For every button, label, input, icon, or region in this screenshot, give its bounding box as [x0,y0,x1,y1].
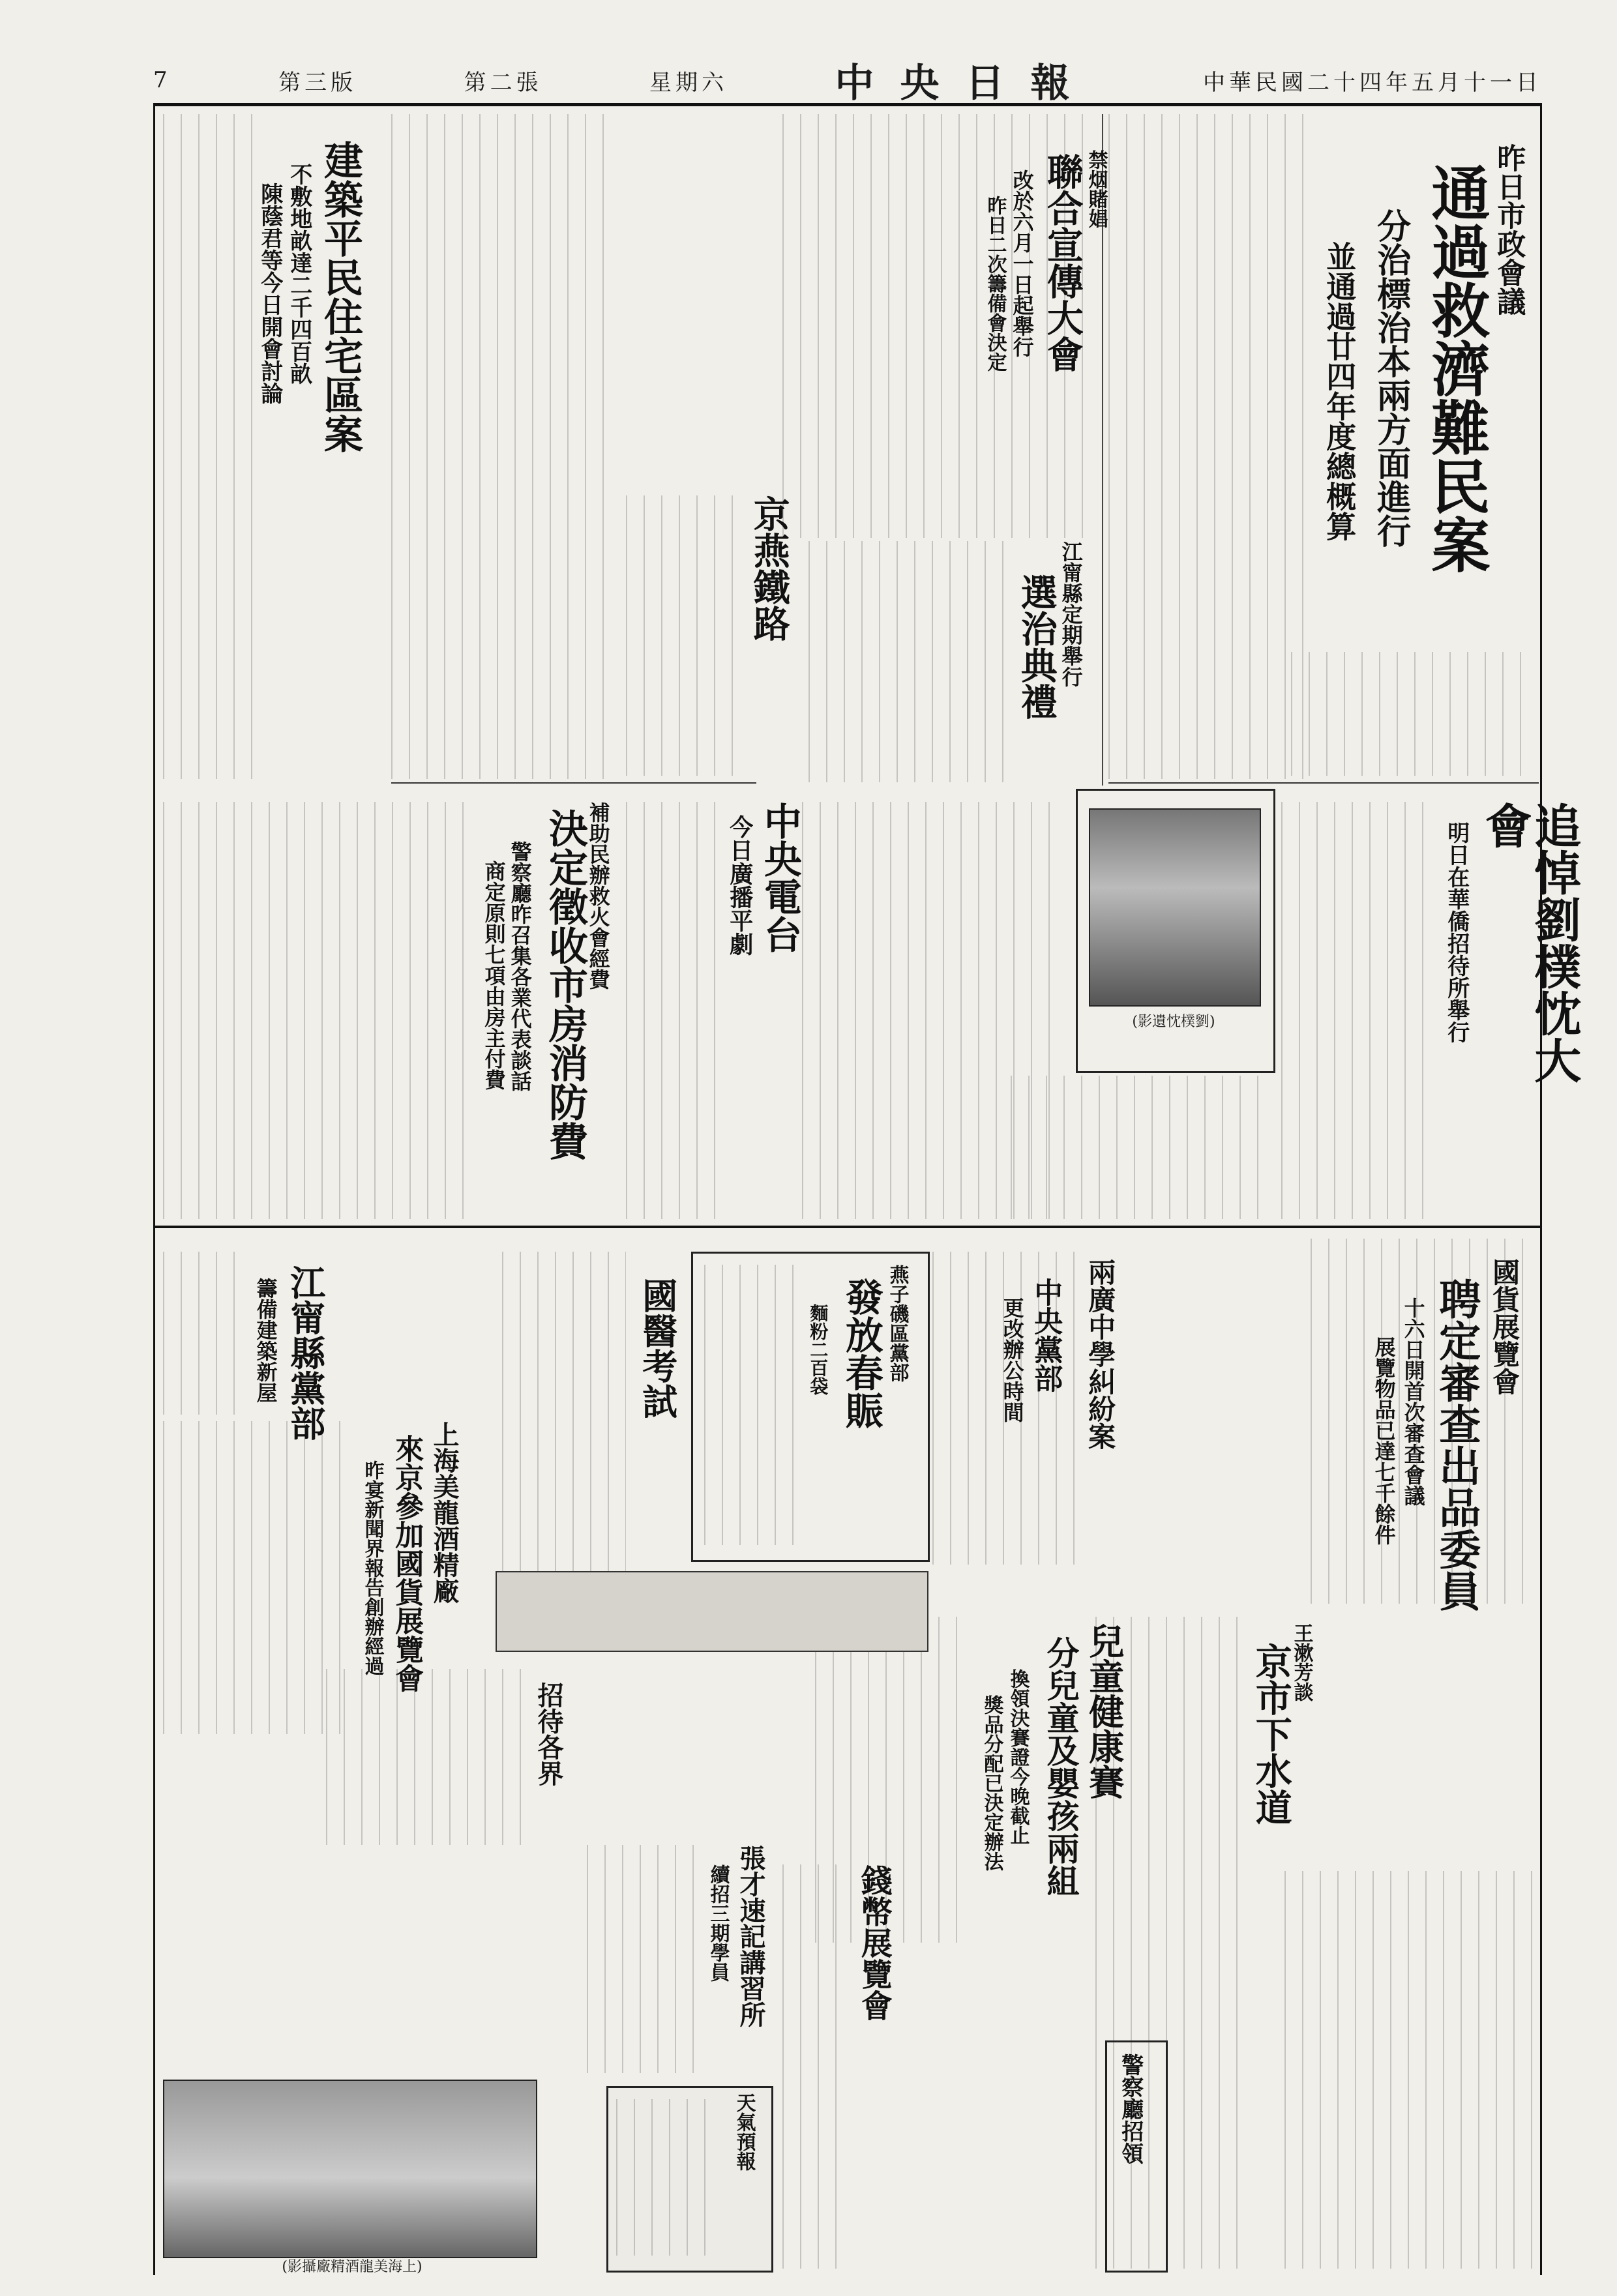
article-body-shorthand [587,1845,698,2073]
photo-caption: (影遺忱樸劉) [1132,1014,1215,1030]
article-body-spring-relief [704,1265,795,1545]
factory-photo [163,2080,537,2258]
note-spring-relief: 麵粉二百袋 [807,1304,829,1395]
article-body-refugee [1108,114,1317,779]
subhead-housing-2: 陳蔭君等今日開會討論 [256,183,283,404]
subhead-refugee-relief: 分治標治本兩方面進行 [1371,209,1411,548]
kicker-sewer: 王漱芳談 [1290,1623,1313,1701]
headline-shorthand: 張才速記講習所 [735,1845,766,2027]
right-border [1540,104,1542,2275]
article-body-exhibition [1311,1239,1539,1604]
section-divider [153,1226,1542,1228]
kicker-fire-brigade: 補助民辦救火會經費 [586,802,611,990]
article-body-refugee-cont [1291,652,1532,776]
headline-fire-fee: 決定徵收市房消防費 [542,808,588,1160]
headline-child-health: 兒童健康賽 [1083,1623,1125,1799]
headline-medical-exam: 國醫考試 [636,1278,679,1419]
article-body-jiangning-party [163,1252,248,1415]
note-distillery: 昨宴新聞界報告創辦經過 [361,1460,384,1675]
kicker-anti-vice: 禁烟賭娼 [1084,150,1108,228]
kicker-spring-relief: 燕子磯區黨部 [885,1265,909,1382]
headline-election: 選治典禮 [1015,574,1058,720]
subhead-distillery: 來京參加國貨展覽會 [390,1434,424,1692]
listing-table [496,1571,928,1652]
article-body-mid-lower [802,802,1063,1219]
subhead-fire-fee-2: 商定原則七項由房主付費 [481,861,507,1090]
article-body-railway [626,495,743,776]
subhead-propaganda: 改於六月一日起舉行 [1009,169,1035,357]
subhead-jiangning-party: 籌備建築新屋 [253,1278,278,1403]
note-exhibition: 展覽物品已達七千餘件 [1371,1336,1397,1545]
date-line: 中華民國二十四年五月十一日 [1202,69,1542,96]
article-body-housing-left [163,114,254,779]
left-border [153,104,155,2275]
note-child-health-2: 獎品分配已決定辦法 [980,1695,1003,1871]
subhead-housing: 不敷地畝達二千四百畝 [286,163,312,385]
subhead-propaganda-2: 昨日二次籌備會決定 [983,196,1007,372]
subhead-fire-fee: 警察廳昨召集各業代表談話 [507,841,533,1091]
headline-party-office: 中央黨部 [1029,1278,1063,1392]
subhead-child-health: 分兒童及嬰孩兩組 [1041,1636,1080,1897]
page-number: 第三版 [278,69,357,96]
note-child-health: 換領決賽證今晚截止 [1006,1669,1030,1845]
headline-reception-ad: 招待各界 [533,1682,564,1786]
subhead-shorthand: 續招三期學員 [706,1864,730,1982]
subhead-party-office: 更改辦公時間 [1000,1297,1025,1422]
headline-housing: 建築平民住宅區案 [318,140,363,453]
subhead-memorial: 明日在華僑招待所舉行 [1443,821,1470,1043]
headline-exhibition-judges: 聘定審查出品委員 [1432,1278,1481,1612]
headline-memorial: 追悼劉樸忱大會 [1477,802,1582,1083]
issue-number: 7 [153,67,171,93]
headline-coin-exhibition: 錢幣展覽會 [855,1864,893,2021]
factory-photo-caption: (影攝廠精酒龍美海上) [282,2259,423,2275]
article-body-sewer-cont [1284,1871,1539,2269]
headline-spring-relief: 發放春賑 [838,1278,883,1429]
article-body-distillery [163,1421,352,1734]
headline-central-radio: 中央電台 [757,802,802,953]
kicker-jiangning: 江甯縣定期舉行 [1058,541,1084,687]
article-body-coin [782,1864,848,2269]
headline-refugee-relief: 通過救濟難民案 [1421,163,1491,574]
headline-propaganda: 聯合宣傳大會 [1041,153,1084,372]
article-body-radio [626,802,717,1219]
headline-weather: 天氣預報 [732,2093,756,2171]
rule [391,782,756,784]
weather-body [616,2099,720,2256]
headline-police-lost-found: 警察廳招領 [1117,2053,1144,2164]
article-body-medical [502,1252,626,1617]
headline-jiangning-party: 江甯縣黨部 [284,1265,327,1441]
article-body-fire-fee [163,802,469,1219]
headline-railway: 京燕鐵路 [747,495,791,641]
subhead-radio: 今日廣播平劇 [726,815,754,956]
weekday: 星期六 [649,69,728,96]
article-body-housing [391,114,613,779]
ad-body [326,1669,522,1845]
subhead-exhibition: 十六日開首次審查會議 [1401,1297,1426,1506]
headline-distillery: 上海美龍酒精廠 [429,1421,460,1604]
sheet-number: 第二張 [464,69,542,96]
article-body-election [808,541,1004,782]
subhead-budget: 並通過廿四年度總概算 [1322,241,1357,541]
masthead [153,57,1542,106]
rule [1108,782,1539,784]
kicker-city-council: 昨日市政會議 [1492,143,1526,316]
portrait-photo [1089,808,1261,1007]
headline-school-dispute: 兩廣中學糾紛案 [1084,1258,1117,1450]
newspaper-title: 中央日報 [835,61,1096,106]
kicker-exhibition: 國貨展覽會 [1489,1258,1521,1395]
headline-sewer: 京市下水道 [1249,1643,1293,1825]
article-body-memorial [1281,802,1434,1219]
